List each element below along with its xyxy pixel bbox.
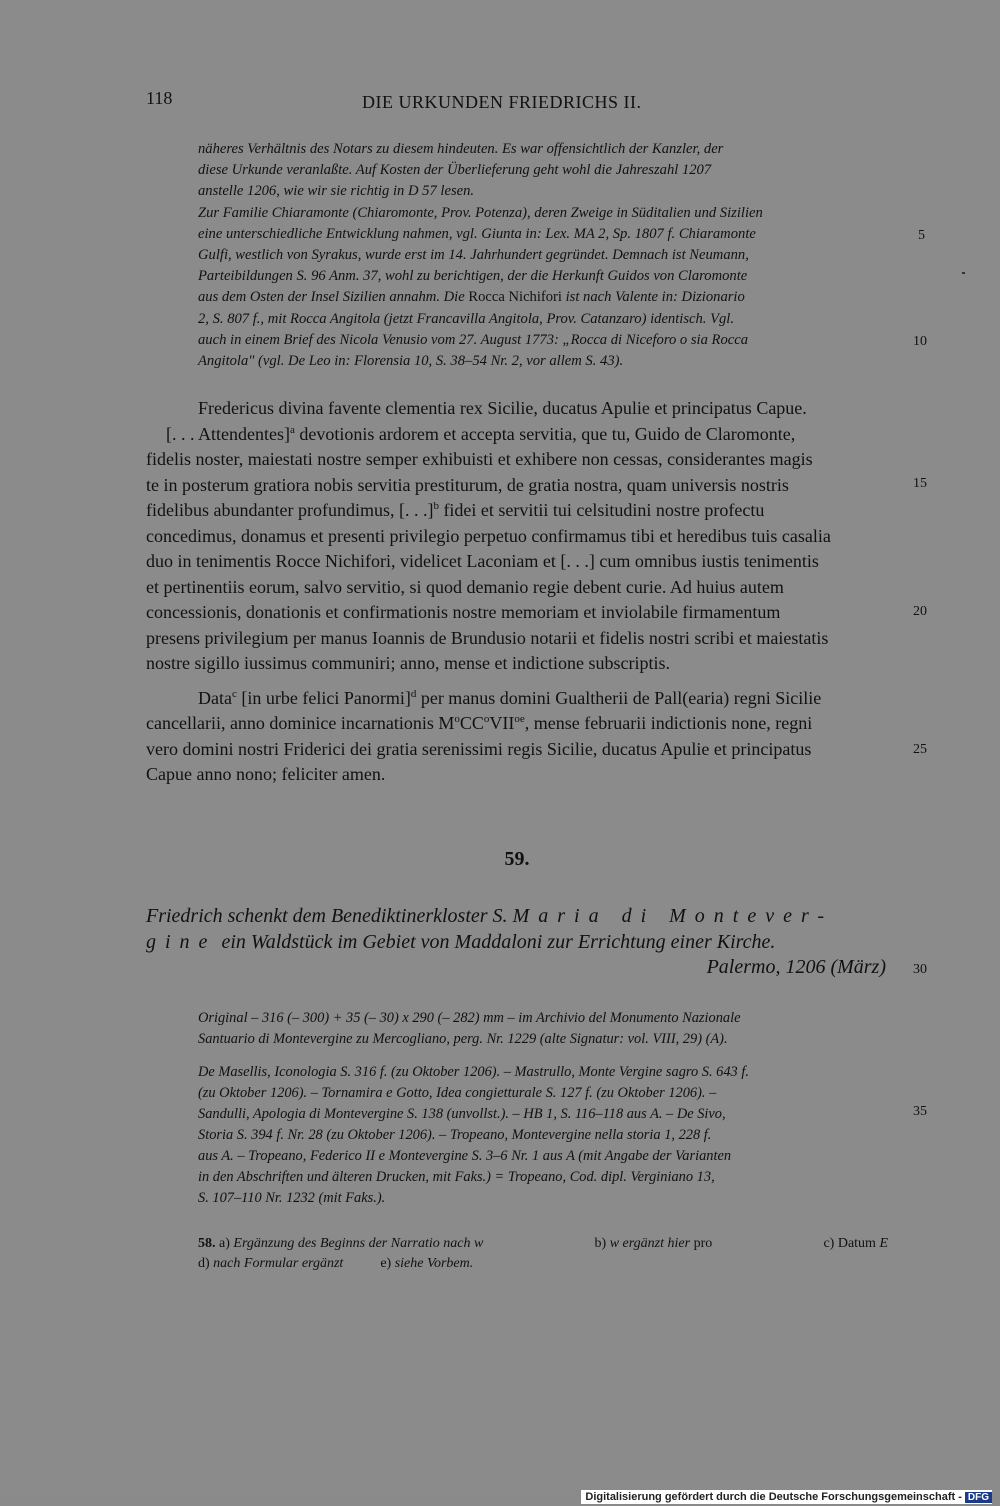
dfg-logo: DFG [965,1492,992,1503]
note-line: eine unterschiedliche Entwicklung nahmen, vgl. Giunta in: Lex. MA 2, Sp. 1807 f. Chiaramonte [198,225,756,242]
note-line: Zur Familie Chiaramonte (Chiaromonte, Prov. Potenza), deren Zweige in Süditalien und Sizilien [198,204,763,221]
charter-line: nostre sigillo iussimus communiri; anno, mense et indictione subscriptis. [146,653,670,673]
source-line: Sandulli, Apologia di Montevergine S. 138 (unvollst.). – HB 1, S. 116–118 aus A. – De Sivo, [198,1106,726,1122]
note-line: näheres Verhältnis des Notars zu diesem hindeuten. Es war offensichtlich der Kanzler, der [198,141,724,157]
charter-line: fidelis noster, maiestati nostre semper exhibuisti et exhibere non cessas, considerantes magis [146,449,813,469]
charter-line: fidelibus abundanter profundimus, [. . .]$^b$ fidei et servitii tui celsitudini nostre profectu [146,500,765,520]
charter-line: Data$^c$ [in urbe felici Panormi]$^d$ per manus domini Gualtherii de Pall(earia) regni Sicilie [198,687,822,708]
note-line: Gulfi, westlich von Syrakus, wurde erst im 14. Jahrhundert gegründet. Demnach ist Neumann, [198,247,749,264]
original-description [198,1008,888,1050]
charter-line: concedimus, donamus et presenti privilegio perpetuo confirmamus tibi et heredibus tuis casalia [146,525,831,546]
source-line: Santuario di Montevergine zu Mercogliano, perg. Nr. 1229 (alte Signatur: vol. VIII, 29) (A). [198,1031,728,1047]
place-name: Rocca Nichifori [468,289,562,306]
charter-line: duo in tenimentis Rocce Nichifori, videlicet Laconiam et [. . .] cum omnibus iustis tenimentis [146,551,819,571]
charter-line: concessionis, donationis et confirmationis nostre memoriam et inviolabile firmamentum [146,602,781,622]
charter-line: Capue anno nono; feliciter amen. [146,764,386,784]
line-number: 20 [913,604,927,619]
source-line: De Masellis, Iconologia S. 316 f. (zu Oktober 1206). – Mastrullo, Monte Vergine sagro S. 643 f. [198,1064,749,1080]
charter-line: et pertinentiis eorum, salvo servitio, si quod demanio regie debent curie. Ad huius autem [146,576,784,597]
footnote-marker: c [231,687,237,700]
running-title: DIE URKUNDEN FRIEDRICHS II. [362,92,642,112]
place-date: Palermo, 1206 (März) [706,956,886,978]
regest [146,904,888,955]
regest-line: gine ein Waldstück im Gebiet von Maddaloni zur Errichtung einer Kirche. [146,930,776,953]
charter-line: [. . . Attendentes]$^a$ devotionis ardorem et accepta servitia, que tu, Guido de Claromonte, [166,423,796,444]
footnote-marker: a [289,423,295,436]
line-number: 5 [918,228,925,243]
line-number: 15 [913,476,927,491]
note-line: 2, S. 807 f., mit Rocca Angitola (jetzt Francavilla Angitola, Prov. Catanzaro) identisch. Vgl. [198,310,734,327]
regest-line: Friedrich schenkt dem Benediktinerkloster S. Maria di Montever- [146,905,834,927]
footnote-marker: b [433,500,439,512]
line-number: 25 [913,742,927,757]
source-line: Original – 316 (– 300) + 35 (– 30) x 290 (– 282) mm – im Archivio del Monumento Nazionale [198,1010,741,1026]
source-line: (zu Oktober 1206). – Tornamira e Gotto, Idea congietturale S. 127 f. (zu Oktober 1206). – [198,1085,717,1101]
funding-credit: Digitalisierung gefördert durch die Deutsche Forschungsgemeinschaft - DFG [581,1490,992,1504]
footnotes [198,1234,888,1274]
note-line: Angitola" (vgl. De Leo in: Florensia 10, S. 38–54 Nr. 2, vor allem S. 43). [198,353,624,370]
document-number: 59. [504,848,530,870]
scan-speck [962,272,965,274]
charter-line: cancellarii, anno dominice incarnationis $M^oCC^oVII^{oe}$, mense februarii indictionis none, regni [146,713,813,733]
source-line: S. 107–110 Nr. 1232 (mit Faks.). [198,1190,386,1206]
commentary-note [198,139,888,372]
page-number: 118 [146,88,173,108]
note-line: auch in einem Brief des Nicola Venusio vom 27. August 1773: „Rocca di Niceforo o sia Rocca [198,331,749,348]
charter-line: presens privilegium per manus Ioannis de Brundusio notarii et fidelis nostri scribi et maiestatis [146,627,829,648]
note-line: diese Urkunde veranlaßte. Auf Kosten der Überlieferung geht wohl die Jahreszahl 1207 [198,162,712,179]
line-number: 10 [913,334,927,349]
literature-list [198,1062,888,1209]
line-number: 30 [913,962,927,977]
source-line: Storia S. 394 f. Nr. 28 (zu Oktober 1206). – Tropeano, Montevergine nella storia 1, 228 f. [198,1127,712,1143]
footnote-row: 58. a) Ergänzung des Beginns der Narratio nach w b) w ergänzt hier pro c) Datum E [198,1236,888,1251]
line-number: 35 [913,1104,927,1119]
charter-text [146,396,888,788]
source-line: in den Abschriften und älteren Drucken, mit Faks.) = Tropeano, Cod. dipl. Verginiano 13, [198,1169,715,1185]
source-line: aus A. – Tropeano, Federico II e Montevergine S. 3–6 Nr. 1 aus A (mit Angabe der Varianten [198,1148,732,1164]
footnote-marker: oe [514,713,525,725]
charter-line: vero domini nostri Friderici dei gratia serenissimi regis Sicilie, ducatus Apulie et principatus [146,738,812,759]
charter-line: te in posterum gratiora nobis servitia prestiturum, de gratia nostra, quam universis nostris [146,474,789,495]
footnote-row: d) nach Formular ergänzt e) siehe Vorbem. [198,1256,474,1271]
footnote-marker: d [410,687,417,700]
note-line: anstelle 1206, wie wir sie richtig in D 57 lesen. [198,183,475,200]
note-line: aus dem Osten der Insel Sizilien annahm. Die Rocca Nichifori ist nach Valente in: Dizionario [198,289,745,306]
charter-line: Fredericus divina favente clementia rex Sicilie, ducatus Apulie et principatus Capue. [198,398,807,418]
note-line: Parteibildungen S. 96 Anm. 37, wohl zu berichtigen, der die Herkunft Guidos von Claromonte [198,268,748,285]
